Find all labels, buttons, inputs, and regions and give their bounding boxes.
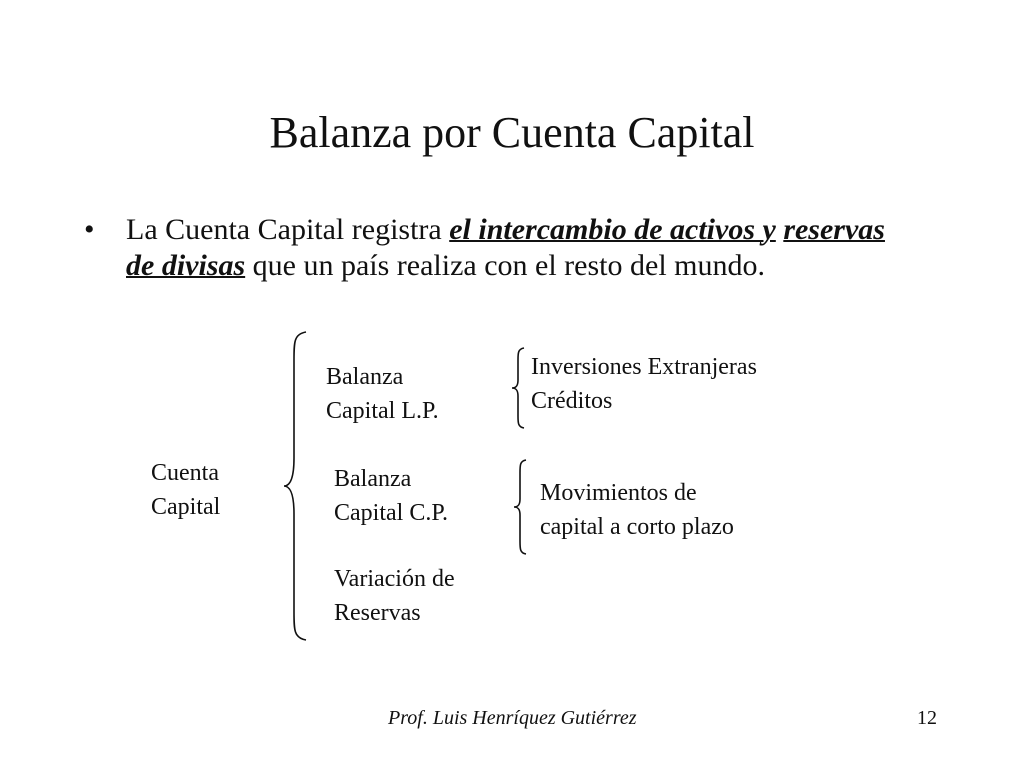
branch-reserves-line2: Reservas (334, 600, 421, 626)
bullet-emphasis-exchange: el intercambio de activos y (449, 213, 776, 246)
short-term-detail-line1: Movimientos de (540, 480, 697, 506)
main-brace (280, 330, 312, 642)
root-label-line2: Capital (151, 494, 221, 520)
branch-long-term-label (326, 360, 439, 428)
bullet-text-start: La Cuenta Capital registra (126, 213, 450, 246)
root-label (151, 456, 220, 524)
long-term-detail-line2: Créditos (531, 388, 613, 414)
long-term-brace (508, 346, 528, 430)
bullet-text-end: que un país realiza con el resto del mundo. (245, 249, 765, 282)
short-term-detail-line2: capital a corto plazo (540, 514, 734, 540)
branch-short-term-label (334, 462, 448, 530)
page-number: 12 (917, 707, 937, 729)
branch-long-term-line1: Balanza (326, 364, 404, 390)
branch-long-term-line2: Capital L.P. (326, 398, 439, 424)
bullet-marker: • (84, 213, 95, 246)
branch-short-term-line2: Capital C.P. (334, 500, 449, 526)
long-term-detail-line1: Inversiones Extranjeras (531, 354, 757, 380)
bullet-paragraph (126, 212, 886, 284)
footer-author: Prof. Luis Henríquez Gutiérrez (388, 707, 637, 729)
branch-short-term-line1: Balanza (334, 466, 412, 492)
branch-reserves-label (334, 562, 455, 630)
bullet-emphasis-reserves: reservas de divisas (126, 213, 885, 282)
short-term-detail (540, 476, 734, 544)
short-term-brace (510, 458, 530, 556)
long-term-detail (531, 350, 757, 418)
branch-reserves-line1: Variación de (334, 566, 455, 592)
root-label-line1: Cuenta (151, 460, 219, 486)
slide-title: Balanza por Cuenta Capital (269, 108, 755, 157)
